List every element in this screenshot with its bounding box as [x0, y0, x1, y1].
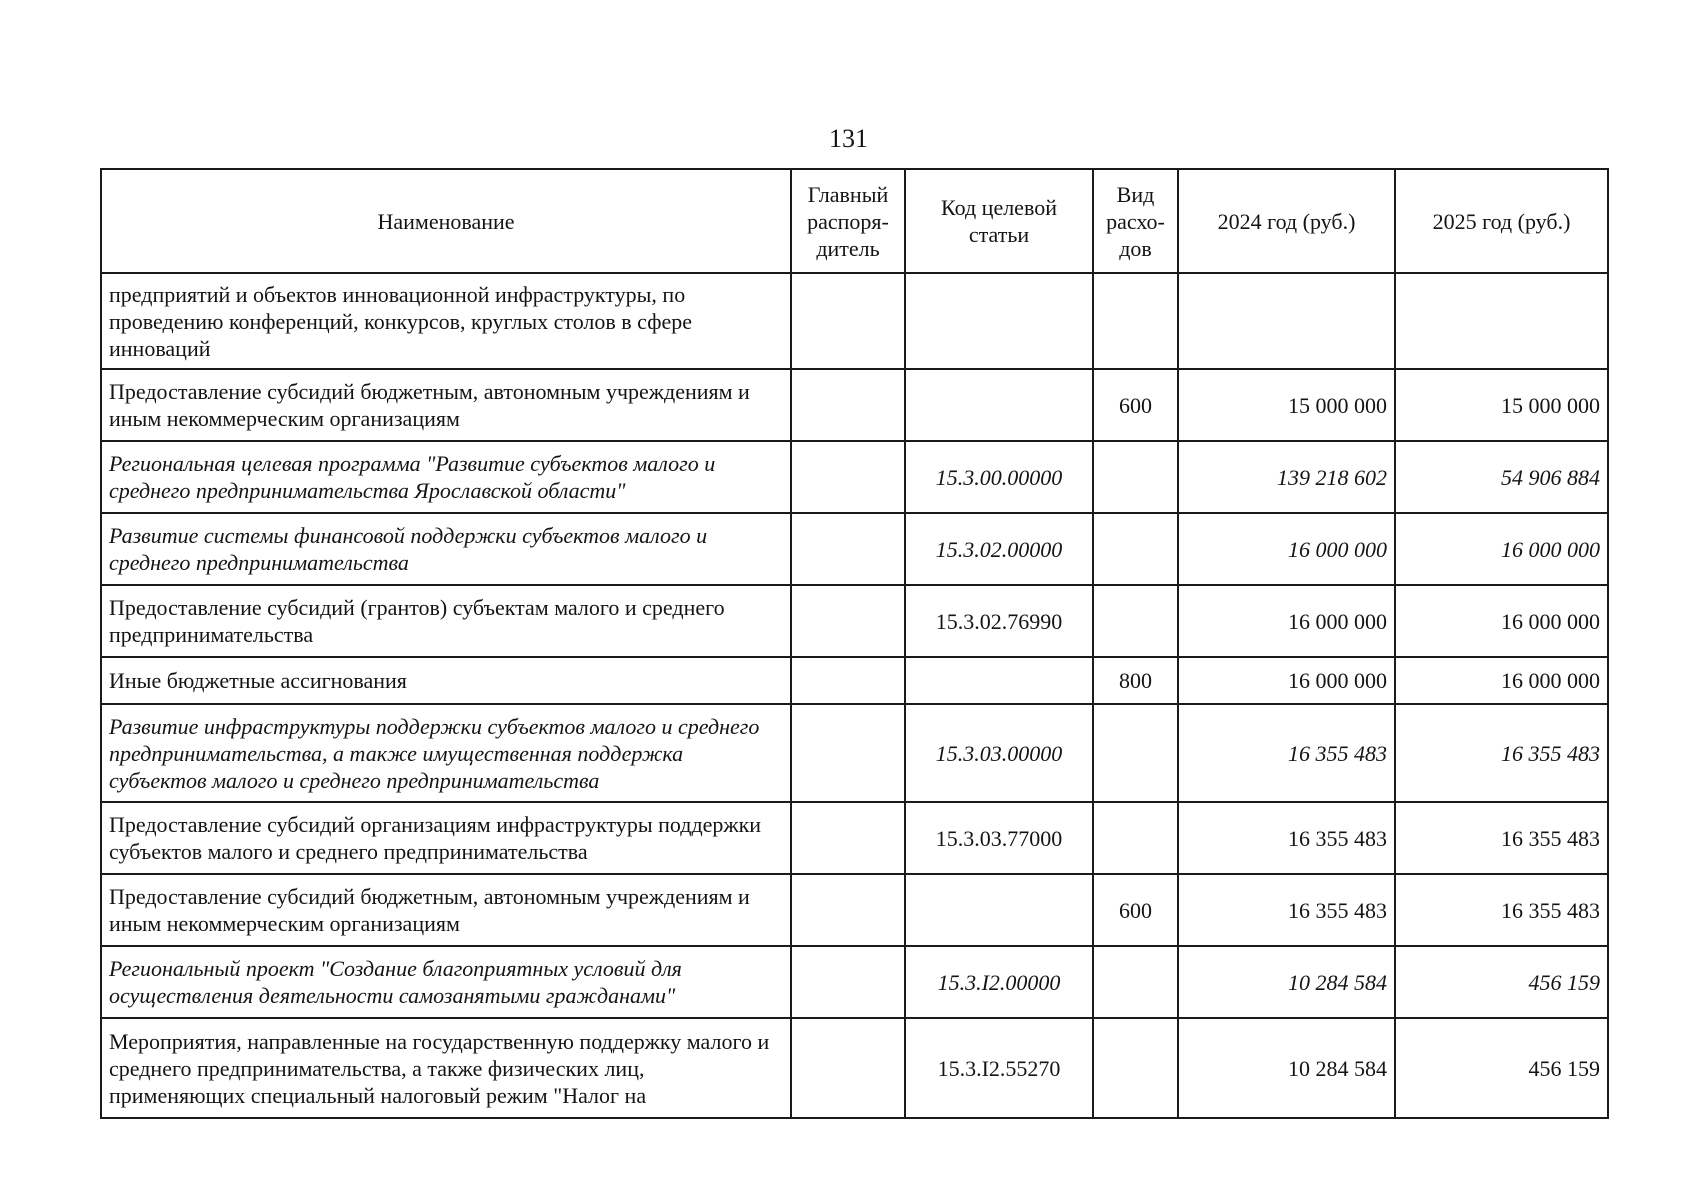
table-row — [101, 657, 1608, 704]
table-row — [101, 1018, 1608, 1118]
cell-kind — [1093, 1018, 1178, 1118]
cell-name: Предоставление субсидий бюджетным, автономным учреждениям и иным некоммерческим организациям — [101, 874, 791, 946]
cell-admin — [791, 802, 905, 874]
table-row — [101, 441, 1608, 513]
cell-code: 15.3.03.00000 — [905, 704, 1093, 802]
cell-code — [905, 657, 1093, 704]
cell-2024: 10 284 584 — [1178, 946, 1395, 1018]
cell-kind — [1093, 585, 1178, 657]
cell-kind: 600 — [1093, 874, 1178, 946]
cell-kind — [1093, 513, 1178, 585]
cell-2024: 16 000 000 — [1178, 657, 1395, 704]
cell-name: Региональный проект "Создание благоприятных условий для осуществления деятельности самозанятыми гражданами" — [101, 946, 791, 1018]
cell-2024: 10 284 584 — [1178, 1018, 1395, 1118]
cell-admin — [791, 369, 905, 441]
cell-2024: 16 355 483 — [1178, 802, 1395, 874]
cell-code: 15.3.I2.55270 — [905, 1018, 1093, 1118]
cell-2025: 16 000 000 — [1395, 657, 1608, 704]
table-row — [101, 273, 1608, 369]
cell-code: 15.3.I2.00000 — [905, 946, 1093, 1018]
header-2025: 2025 год (руб.) — [1395, 169, 1608, 273]
cell-name: Мероприятия, направленные на государственную поддержку малого и среднего предпринимательства, а также физических лиц, применяющих специальный налоговый режим "Налог на — [101, 1018, 791, 1118]
cell-2025: 16 355 483 — [1395, 874, 1608, 946]
table-row — [101, 802, 1608, 874]
cell-admin — [791, 513, 905, 585]
cell-2025: 15 000 000 — [1395, 369, 1608, 441]
cell-kind — [1093, 704, 1178, 802]
cell-name: Развитие инфраструктуры поддержки субъектов малого и среднего предпринимательства, а также имущественная поддержка субъектов малого и среднего предпринимательства — [101, 704, 791, 802]
cell-2024: 16 000 000 — [1178, 513, 1395, 585]
cell-admin — [791, 585, 905, 657]
table-row — [101, 369, 1608, 441]
cell-kind — [1093, 802, 1178, 874]
cell-2025: 456 159 — [1395, 946, 1608, 1018]
cell-code — [905, 874, 1093, 946]
cell-admin — [791, 704, 905, 802]
cell-admin — [791, 874, 905, 946]
cell-2025: 16 000 000 — [1395, 513, 1608, 585]
cell-2024 — [1178, 273, 1395, 369]
cell-admin — [791, 273, 905, 369]
cell-kind — [1093, 273, 1178, 369]
budget-table — [100, 168, 1609, 1119]
cell-kind — [1093, 946, 1178, 1018]
cell-2025 — [1395, 273, 1608, 369]
cell-2025: 456 159 — [1395, 1018, 1608, 1118]
cell-code: 15.3.00.00000 — [905, 441, 1093, 513]
table-row — [101, 585, 1608, 657]
cell-2025: 16 000 000 — [1395, 585, 1608, 657]
cell-name: Иные бюджетные ассигнования — [101, 657, 791, 704]
cell-2025: 16 355 483 — [1395, 704, 1608, 802]
cell-2024: 16 000 000 — [1178, 585, 1395, 657]
cell-kind — [1093, 441, 1178, 513]
header-code: Код целевой статьи — [905, 169, 1093, 273]
table-row — [101, 946, 1608, 1018]
page-number: 131 — [829, 124, 868, 153]
cell-admin — [791, 1018, 905, 1118]
cell-name: Предоставление субсидий бюджетным, автономным учреждениям и иным некоммерческим организациям — [101, 369, 791, 441]
cell-code: 15.3.02.76990 — [905, 585, 1093, 657]
cell-name: Предоставление субсидий (грантов) субъектам малого и среднего предпринимательства — [101, 585, 791, 657]
cell-code: 15.3.02.00000 — [905, 513, 1093, 585]
cell-name: Развитие системы финансовой поддержки субъектов малого и среднего предпринимательства — [101, 513, 791, 585]
cell-2025: 16 355 483 — [1395, 802, 1608, 874]
cell-2025: 54 906 884 — [1395, 441, 1608, 513]
table-row — [101, 704, 1608, 802]
table-row — [101, 874, 1608, 946]
cell-name: предприятий и объектов инновационной инфраструктуры, по проведению конференций, конкурсов, круглых столов в сфере инноваций — [101, 273, 791, 369]
table-header-row — [101, 169, 1608, 273]
header-name: Наименование — [101, 169, 791, 273]
cell-name: Региональная целевая программа "Развитие субъектов малого и среднего предпринимательства Ярославской области" — [101, 441, 791, 513]
cell-kind: 800 — [1093, 657, 1178, 704]
cell-2024: 139 218 602 — [1178, 441, 1395, 513]
header-admin: Главный распоря-дитель — [791, 169, 905, 273]
cell-admin — [791, 441, 905, 513]
cell-code: 15.3.03.77000 — [905, 802, 1093, 874]
header-kind: Вид расхо-дов — [1093, 169, 1178, 273]
cell-2024: 15 000 000 — [1178, 369, 1395, 441]
table-row — [101, 513, 1608, 585]
cell-2024: 16 355 483 — [1178, 704, 1395, 802]
header-2024: 2024 год (руб.) — [1178, 169, 1395, 273]
cell-admin — [791, 657, 905, 704]
cell-kind: 600 — [1093, 369, 1178, 441]
cell-name: Предоставление субсидий организациям инфраструктуры поддержки субъектов малого и среднего предпринимательства — [101, 802, 791, 874]
cell-admin — [791, 946, 905, 1018]
cell-code — [905, 369, 1093, 441]
cell-code — [905, 273, 1093, 369]
cell-2024: 16 355 483 — [1178, 874, 1395, 946]
